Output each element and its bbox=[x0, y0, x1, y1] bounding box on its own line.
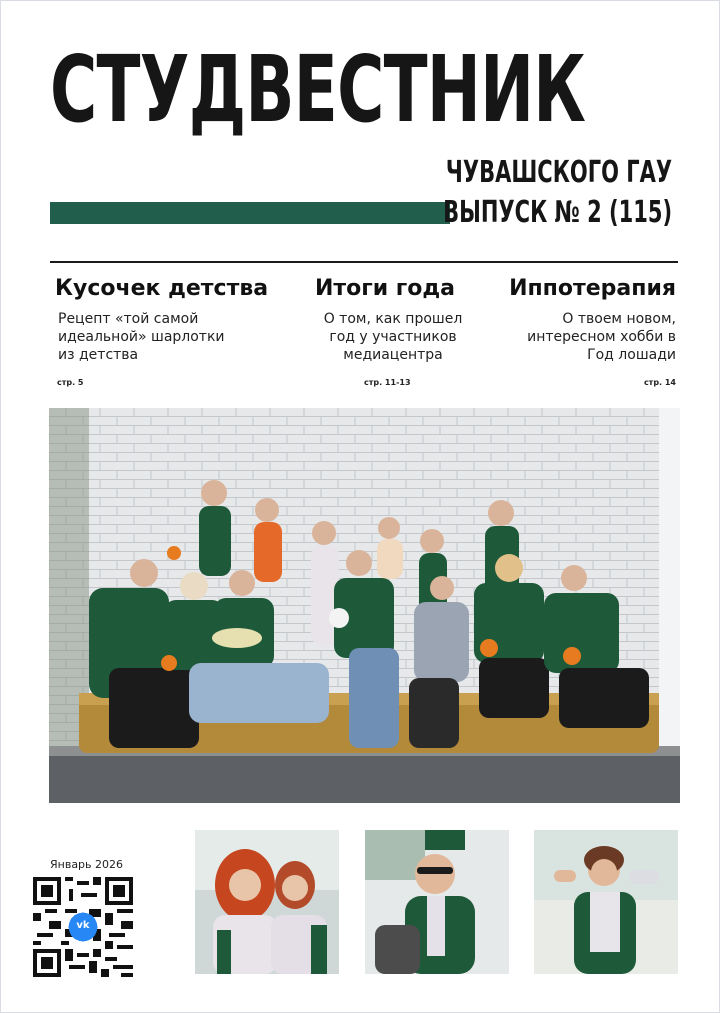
teaser-page-ref: стр. 11-13 bbox=[364, 378, 411, 387]
teaser-hippotherapy[interactable] bbox=[480, 274, 676, 387]
qr-code[interactable] bbox=[33, 877, 133, 977]
photo-student-glasses bbox=[365, 830, 509, 974]
student-with-ribbons-illustration bbox=[534, 830, 678, 974]
accent-bar bbox=[50, 202, 450, 224]
teaser-heading: Кусочек детства bbox=[55, 276, 269, 301]
teaser-text: Рецепт «той самой идеальной» шарлотки из детства bbox=[58, 311, 225, 363]
teaser-year-results[interactable] bbox=[300, 274, 470, 387]
header-divider bbox=[50, 261, 678, 263]
teaser-heading: Иппотерапия bbox=[509, 276, 676, 301]
photo-two-students bbox=[195, 830, 339, 974]
masthead-subtitle: ЧУВАШСКОГО ГАУ bbox=[445, 155, 672, 190]
two-students-illustration bbox=[195, 830, 339, 974]
hero-group-photo bbox=[49, 408, 680, 803]
teaser-heading: Итоги года bbox=[314, 276, 456, 301]
photo-student-ribbons bbox=[534, 830, 678, 974]
teaser-text: О том, как прошел год у участников медиацентра bbox=[323, 311, 463, 363]
masthead-title: СТУДВЕСТНИК bbox=[50, 36, 586, 143]
student-with-glasses-illustration bbox=[365, 830, 509, 974]
teaser-text: О твоем новом, интересном хобби в Год лошади bbox=[527, 311, 676, 363]
issue-date: Январь 2026 bbox=[50, 858, 124, 871]
teaser-page-ref: стр. 14 bbox=[643, 378, 676, 387]
group-photo-illustration bbox=[49, 408, 680, 803]
issue-number: ВЫПУСК № 2 (115) bbox=[443, 195, 672, 230]
teaser-childhood[interactable] bbox=[55, 274, 295, 387]
vk-icon: vk bbox=[76, 920, 90, 931]
teaser-page-ref: стр. 5 bbox=[57, 378, 84, 387]
